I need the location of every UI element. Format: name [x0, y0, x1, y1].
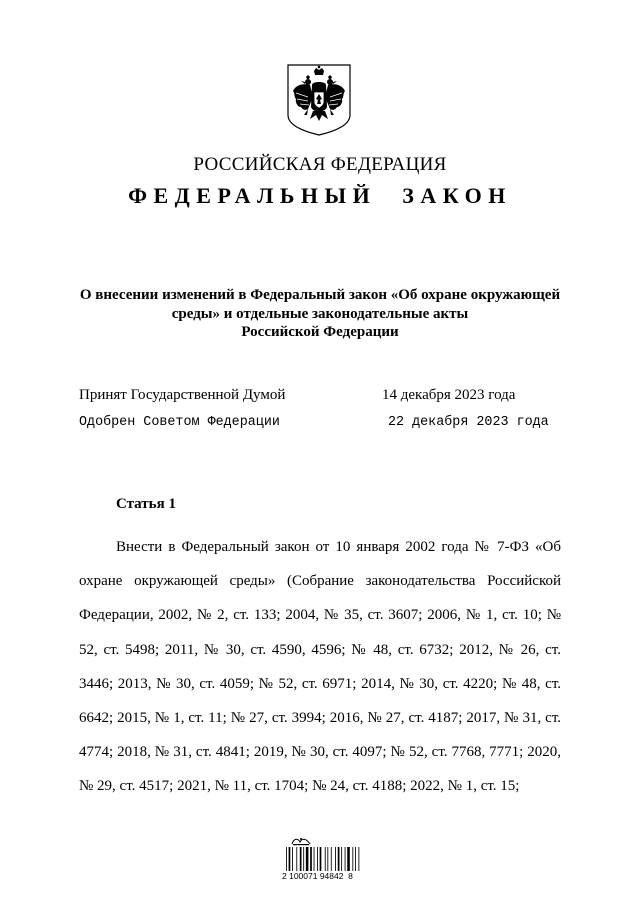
article-text: Внести в Федеральный закон от 10 января 2002 года № 7-ФЗ «Об охране окружающей среды» (Собрание законодательства Российской Федерации, 2002, № 2, ст. 133; 2004, № 35, ст. 3607; 2006, № 1, ст. 10; № 52, ст. 5498; 2011, № 30, ст. 4590, 4596; № 48, ст. 6732; 2012, № 26, ст. 3446; 2013, № 30, ст. 4059; № 52, ст. 6971; 2014, № 30, ст. 4220; № 48, ст. 6642; 2015, № 1, ст. 11; № 27, ст. 3994; 2016, № 27, ст. 4187; 2017, № 31, ст. 4774; 2018, № 31, ст. 4841; 2019, № 30, ст. 4097; № 52, ст. 7768, 7771; 2020, № 29, ст. 4517; 2021, № 11, ст. 1704; № 24, ст. 4188; 2022, № 1, ст. 15; — [79, 539, 561, 795]
law-title — [60, 286, 580, 342]
adoption-duma-label: Принят Государственной Думой — [79, 387, 286, 403]
barcode-block — [282, 836, 364, 882]
law-type-heading: ФЕДЕРАЛЬНЫЙ ЗАКОН — [128, 183, 512, 208]
law-title-line: О внесении изменений в Федеральный закон «Об охране окружающей — [79, 287, 561, 303]
barcode-icon — [286, 847, 360, 871]
law-title-line: среды» и отдельные законодательные акты — [171, 305, 469, 322]
publisher-logo-icon — [290, 836, 312, 846]
barcode-number: 2 100071 94842 8 — [282, 871, 353, 881]
country-name: РОССИЙСКАЯ ФЕДЕРАЦИЯ — [193, 154, 447, 175]
coat-of-arms-icon — [286, 63, 352, 137]
approval-council-label: Одобрен Советом Федерации — [79, 415, 280, 430]
article-heading: Статья 1 — [116, 496, 176, 512]
adoption-duma-date: 14 декабря 2023 года — [382, 387, 516, 403]
approval-council-date: 22 декабря 2023 года — [388, 415, 549, 430]
law-title-line: Российской Федерации — [241, 324, 399, 340]
